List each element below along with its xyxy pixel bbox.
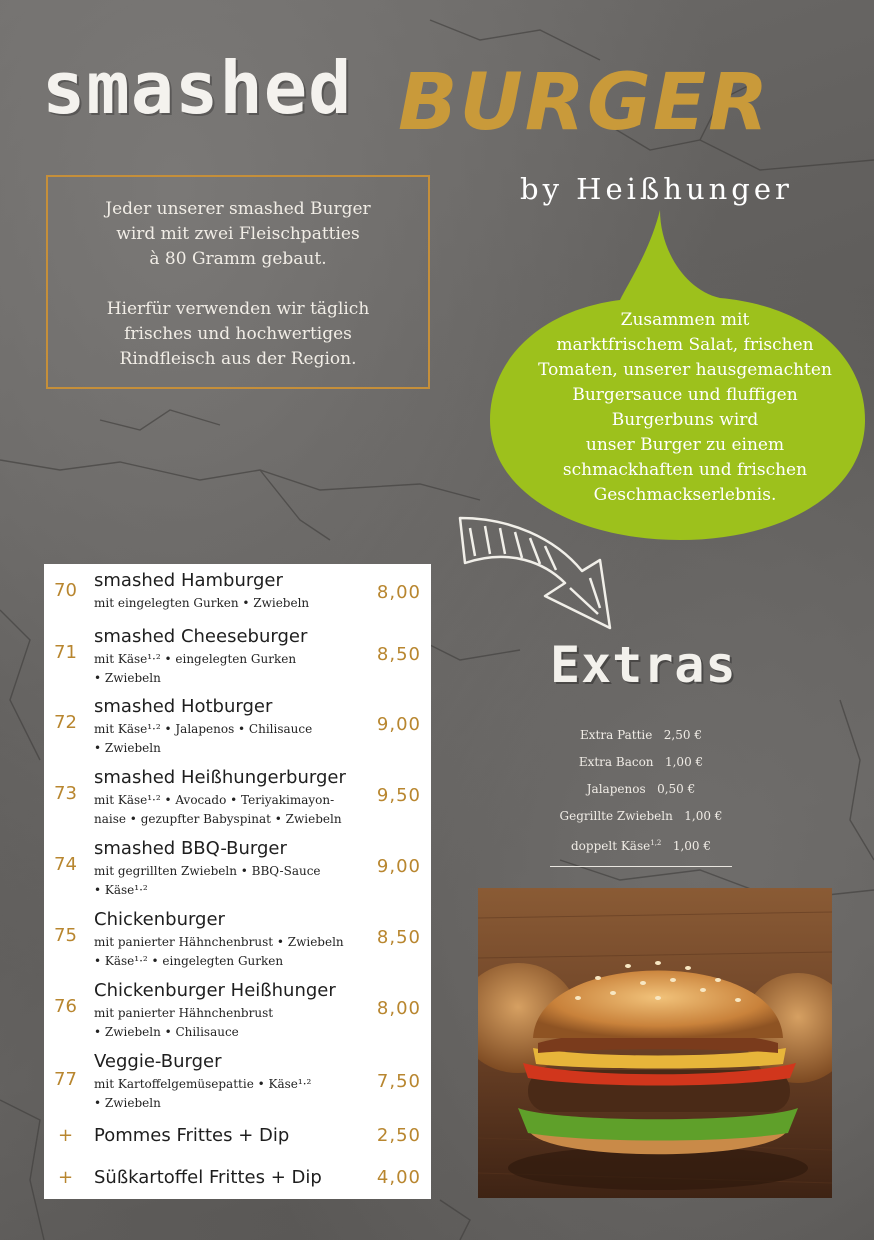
item-description: mit Käse¹·² • Avocado • Teriyakimayon- naise • gezupfter Babyspinat • Zwiebeln [94,793,342,826]
extras-item-price: 1,00 € [672,839,711,853]
item-description: mit Käse¹·² • Jalapenos • Chilisauce • Zwiebeln [94,722,313,755]
item-name: smashed Hamburger [94,570,283,591]
byline: by Heißhunger [520,172,793,206]
menu-card [44,564,431,1199]
item-number: 73 [54,783,77,804]
item-price: 8,50 [376,927,421,948]
extras-item-price: 0,50 € [657,782,696,796]
item-name: Pommes Frittes + Dip [94,1125,290,1146]
intro-box [46,175,430,389]
extras-item-name: Extra Pattie [580,728,653,742]
item-price: 2,50 [376,1125,421,1146]
burger-photo [478,888,832,1198]
item-number: 70 [54,580,77,601]
item-number: 71 [54,642,77,663]
extras-row [550,803,732,830]
item-number: 75 [54,925,77,946]
title-burger: BURGER [398,58,771,148]
extras-item-price: 2,50 € [663,728,702,742]
extras-row [550,830,732,860]
item-number: + [58,1125,74,1146]
item-price: 9,50 [376,785,421,806]
item-description: mit panierter Hähnchenbrust • Zwiebeln • Käse¹·² • eingelegten Gurken [94,935,344,968]
item-name: smashed Hotburger [94,696,273,717]
item-description: mit panierter Hähnchenbrust • Zwiebeln • Chilisauce [94,1006,274,1039]
item-number: 72 [54,712,77,733]
item-price: 8,50 [376,644,421,665]
title-smashed: smashed [42,46,353,130]
item-name: smashed Heißhungerburger [94,767,346,788]
item-price: 9,00 [376,856,421,877]
item-name: smashed Cheeseburger [94,626,308,647]
item-name: Süßkartoffel Frittes + Dip [94,1167,322,1188]
item-description: mit Käse¹·² • eingelegten Gurken • Zwiebeln [94,652,297,685]
item-description: mit Kartoffelgemüsepattie • Käse¹·² • Zwiebeln [94,1077,312,1110]
item-price: 4,00 [376,1167,421,1188]
extras-item-name: doppelt Käse [571,839,651,853]
extras-row [550,722,732,749]
item-number: 74 [54,854,77,875]
item-price: 9,00 [376,714,421,735]
extras-item-sup: 1,2 [650,839,662,847]
extras-row [550,749,732,776]
item-price: 8,00 [376,998,421,1019]
item-name: Chickenburger Heißhunger [94,980,336,1001]
extras-item-price: 1,00 € [684,809,723,823]
item-name: smashed BBQ-Burger [94,838,287,859]
extras-item-name: Extra Bacon [578,755,654,769]
extras-item-name: Gegrillte Zwiebeln [559,809,673,823]
bubble-text: Zusammen mit marktfrischem Salat, frischen Tomaten, unserer hausgemachten Burgersauce und fluffigen Burgerbuns wird unser Burger zu einem schmackhaften und frischen Geschmackserlebnis. [538,310,832,505]
extras-item-name: Jalapenos [586,782,646,796]
extras-title: Extras [550,636,737,694]
item-price: 8,00 [376,582,421,603]
item-number: 76 [54,996,77,1017]
item-number: 77 [54,1069,77,1090]
item-name: Chickenburger [94,909,225,930]
item-description: mit eingelegten Gurken • Zwiebeln [94,596,310,610]
item-description: mit gegrillten Zwiebeln • BBQ-Sauce • Käse¹·² [94,864,321,897]
extras-item-price: 1,00 € [664,755,704,769]
item-name: Veggie-Burger [94,1051,222,1072]
item-price: 7,50 [376,1071,421,1092]
extras-row [550,776,732,803]
intro-paragraph-2: Hierfür verwenden wir täglich frisches und hochwertiges Rindfleisch aus der Region. [106,299,370,369]
item-number: + [58,1167,74,1188]
intro-paragraph-1: Jeder unserer smashed Burger wird mit zwei Fleischpatties à 80 Gramm gebaut. [105,199,371,269]
sketch-arrow-icon [450,508,620,638]
extras-list [550,722,732,867]
